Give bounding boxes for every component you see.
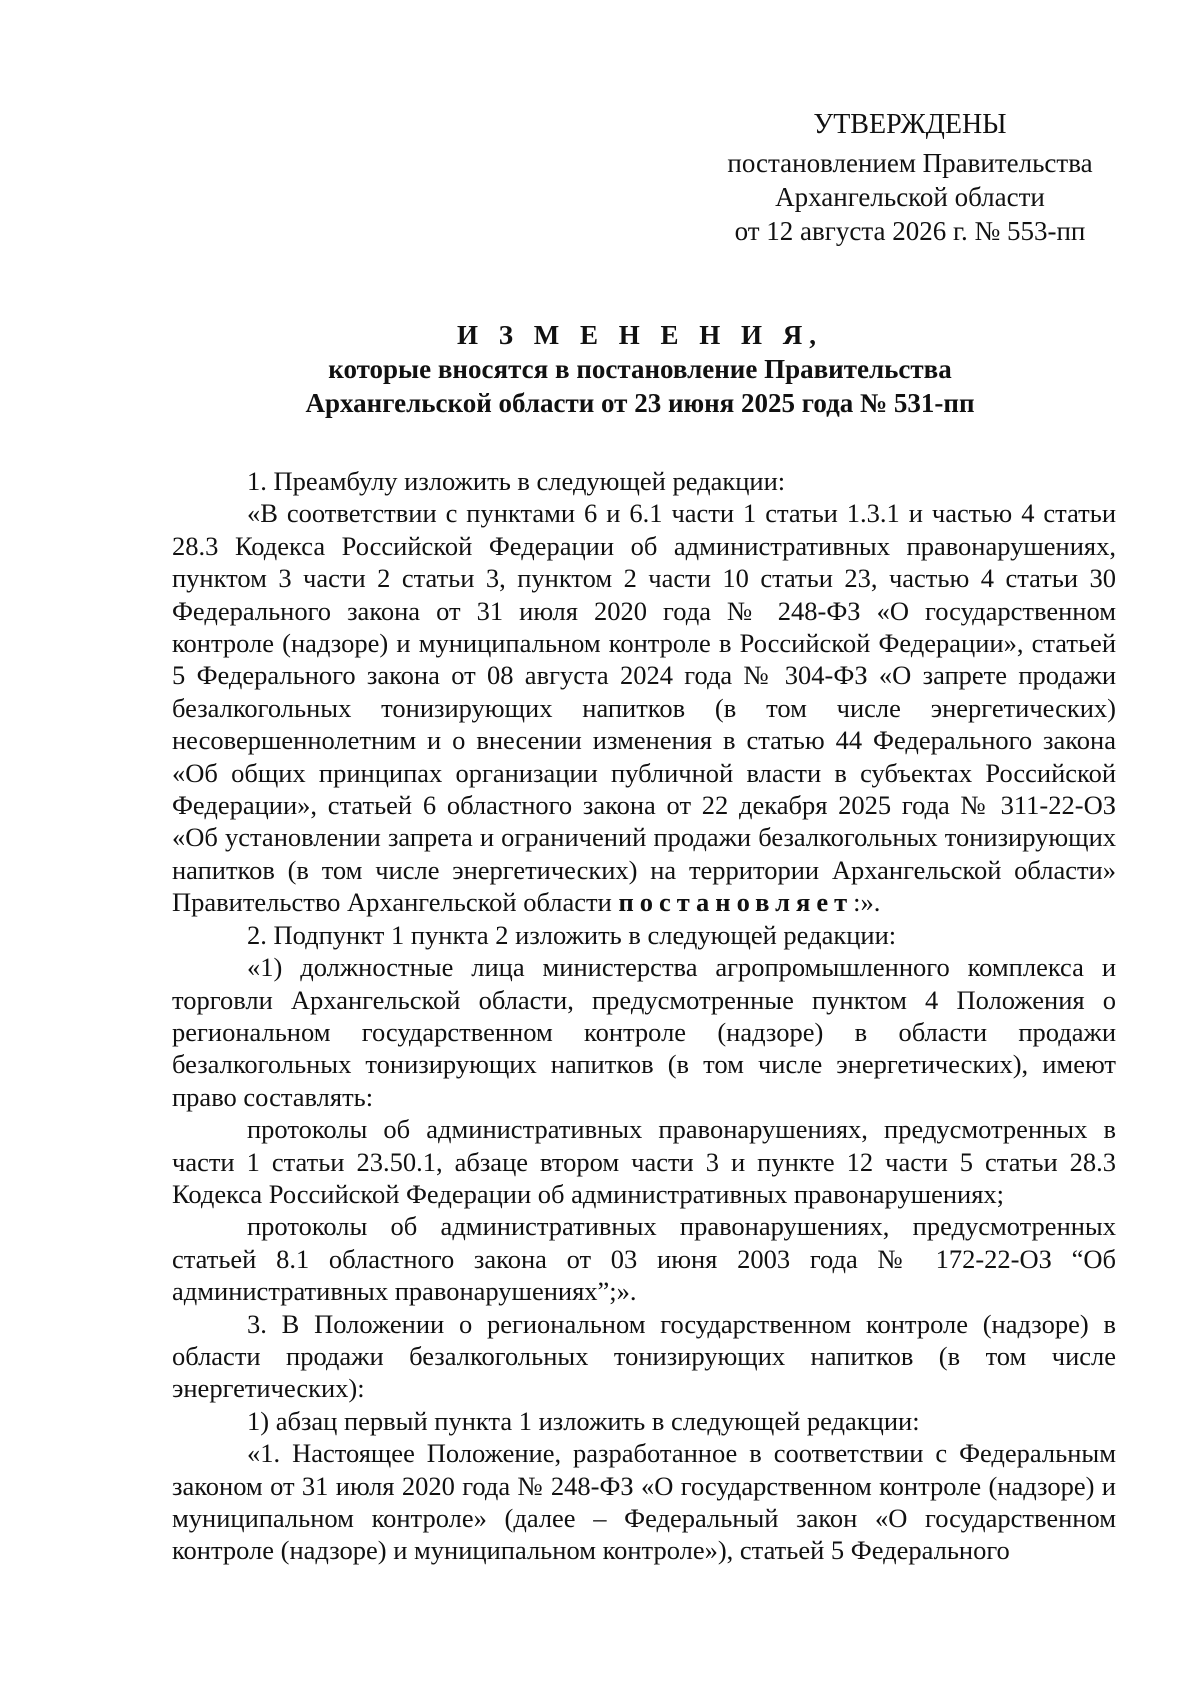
paragraph-2-end: :».: [853, 887, 881, 918]
paragraph-9: «1. Настоящее Положение, разработанное в соответствии с Федеральным законом от 31 июля 2020 года № 248-ФЗ «О государственном контроле (надзоре) и муниципальном контроле» (далее – Федеральный закон «О государственном контроле (надзоре) и муниципальном контроле»), статьей 5 Федерального: [172, 1438, 1116, 1566]
paragraph-2-text: «В соответствии с пунктами 6 и 6.1 части 1 статьи 1.3.1 и частью 4 статьи 28.3 Кодекса Российской Федерации об административных правонарушениях, пунктом 3 части 2 статьи 3, пунктом 2 части 10 статьи 23, частью 4 статьи 30 Федерального закона от 31 июля 2020 года № 248-ФЗ «О государственном контроле (надзоре) и муниципальном контроле в Российской Федерации», статьей 5 Федерального закона от 08 августа 2024 года № 304-ФЗ «О запрете продажи безалкогольных тонизирующих напитков (в том числе энергетических) несовершеннолетним и о внесении изменения в статью 44 Федерального закона «Об общих принципах организации публичной власти в субъектах Российской Федерации», статьей 6 областного закона от 22 декабря 2025 года № 311-22-ОЗ «Об установлении запрета и ограничений продажи безалкогольных тонизирующих напитков (в том числе энергетических) на территории Архангельской области» Правительство Архангельской области: [172, 498, 1116, 918]
approval-line-1: постановлением Правительства: [727, 148, 1093, 178]
heading-line-2: Архангельской области от 23 июня 2025 года № 531-пп: [305, 388, 975, 418]
approval-line-2: Архангельской области: [775, 182, 1045, 212]
approval-stamp-block: [710, 108, 1110, 248]
heading-line-1: которые вносятся в постановление Правительства: [328, 354, 952, 384]
document-title: И З М Е Н Е Н И Я,: [456, 320, 823, 350]
paragraph-5: протоколы об административных правонарушениях, предусмотренных в части 1 статьи 23.50.1, абзаце втором части 3 и пункте 12 части 5 статьи 28.3 Кодекса Российской Федерации об административных правонарушениях;: [172, 1114, 1116, 1209]
approval-line-3: от 12 августа 2026 г. № 553-пп: [734, 216, 1086, 246]
approved-label: УТВЕРЖДЕНЫ: [813, 109, 1007, 140]
document-body: [172, 465, 1116, 1567]
paragraph-2-emphasis: постановляет: [618, 887, 854, 918]
paragraph-1: 1. Преамбулу изложить в следующей редакции:: [247, 466, 786, 496]
paragraph-2: [172, 497, 1116, 918]
paragraph-6: протоколы об административных правонарушениях, предусмотренных статьей 8.1 областного закона от 03 июня 2003 года № 172-22-ОЗ “Об административных правонарушениях”;».: [172, 1211, 1116, 1307]
paragraph-8: 1) абзац первый пункта 1 изложить в следующей редакции:: [247, 1405, 920, 1436]
paragraph-7: 3. В Положении о региональном государственном контроле (надзоре) в области продажи безалкогольных тонизирующих напитков (в том числе энергетических):: [172, 1308, 1116, 1404]
paragraph-4: «1) должностные лица министерства агропромышленного комплекса и торговли Архангельской области, предусмотренные пунктом 4 Положения о региональном государственном контроле (надзоре) в области продажи безалкогольных тонизирующих напитков (в том числе энергетических), имеют право составлять:: [172, 952, 1116, 1112]
paragraph-3: 2. Подпункт 1 пункта 2 изложить в следующей редакции:: [247, 919, 897, 950]
document-heading: [140, 318, 1140, 420]
